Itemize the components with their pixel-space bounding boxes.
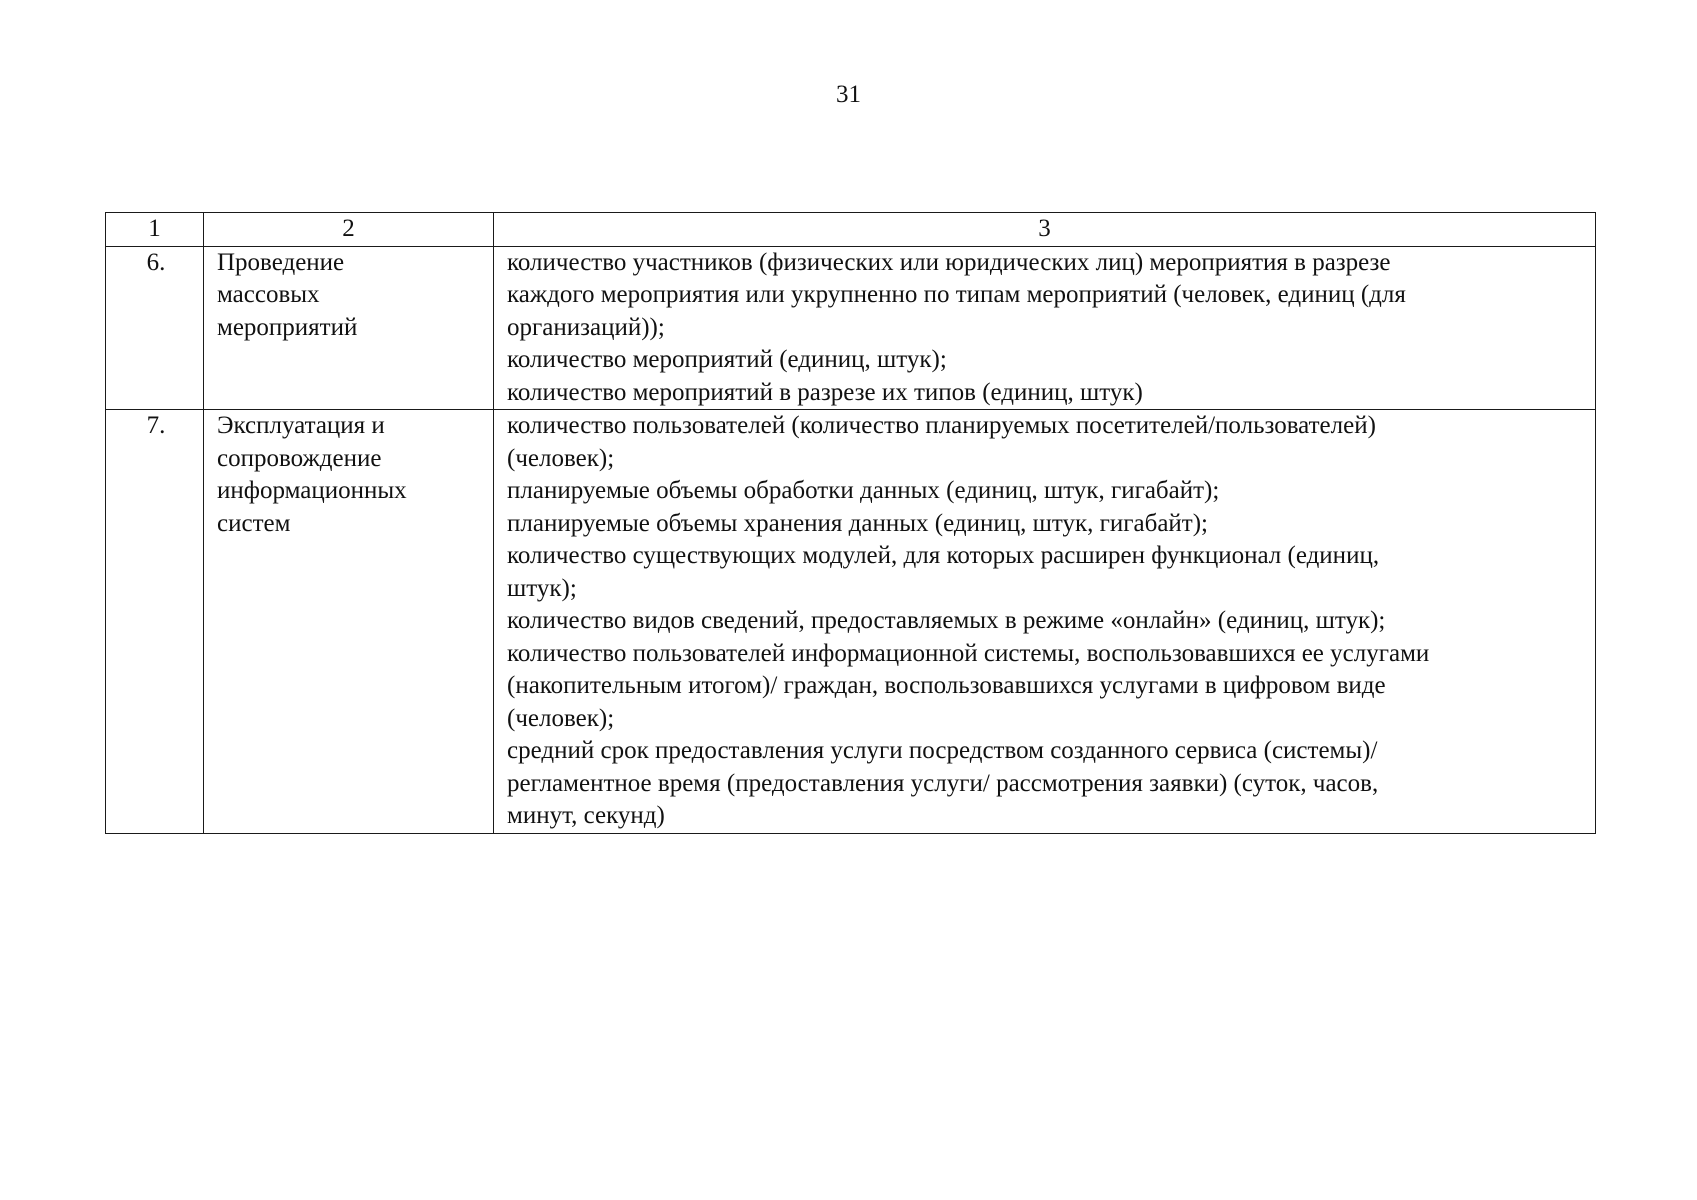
- indicator-line: количество мероприятий в разрезе их типов (единиц, штук): [507, 378, 1143, 406]
- indicator-line: количество существующих модулей, для которых расширен функционал (единиц,: [507, 542, 1380, 569]
- indicator-line: средний срок предоставления услуги посредством созданного сервиса (системы)/: [507, 737, 1378, 764]
- indicator-line: планируемые объемы обработки данных (единиц, штук, гигабайт);: [507, 477, 1220, 504]
- indicator-line: (человек);: [507, 704, 615, 732]
- activity-name-line: Эксплуатация и: [217, 412, 385, 439]
- indicator-line: (человек);: [507, 444, 615, 472]
- activity-name-line: сопровождение: [217, 444, 382, 472]
- indicator-line: минут, секунд): [507, 802, 665, 829]
- indicators-cell: [494, 410, 1596, 834]
- column-header-2: 2: [204, 213, 494, 247]
- indicator-line: планируемые объемы хранения данных (единиц, штук, гигабайт);: [507, 509, 1208, 537]
- activity-name-cell: [204, 410, 494, 834]
- activity-name-line: массовых: [217, 281, 320, 308]
- indicator-line: регламентное время (предоставления услуги/ рассмотрения заявки) (суток, часов,: [507, 769, 1379, 797]
- row-number: 6.: [106, 246, 204, 410]
- table-row: [106, 246, 1596, 410]
- activity-name-cell: [204, 246, 494, 410]
- indicator-line: количество мероприятий (единиц, штук);: [507, 346, 947, 373]
- indicator-line: штук);: [507, 574, 577, 602]
- column-header-1: 1: [106, 213, 204, 247]
- table-header-row: [106, 213, 1596, 247]
- activity-name-line: информационных: [217, 477, 407, 504]
- indicator-line: количество пользователей информационной системы, воспользовавшихся ее услугами: [507, 639, 1430, 667]
- row-number: 7.: [106, 410, 204, 834]
- indicator-line: организаций));: [507, 313, 665, 341]
- indicators-cell: [494, 246, 1596, 410]
- indicator-line: количество участников (физических или юридических лиц) мероприятия в разрезе: [507, 248, 1391, 276]
- indicator-line: количество пользователей (количество планируемых посетителей/пользователей): [507, 412, 1376, 439]
- indicator-line: каждого мероприятия или укрупненно по типам мероприятий (человек, единиц (для: [507, 281, 1406, 308]
- activity-name-line: систем: [217, 509, 291, 537]
- indicator-line: (накопительным итогом)/ граждан, воспользовавшихся услугами в цифровом виде: [507, 672, 1386, 699]
- indicators-table: [105, 212, 1596, 834]
- column-header-3: 3: [494, 213, 1596, 247]
- table-row: [106, 410, 1596, 834]
- page-number: 31: [836, 81, 861, 108]
- indicator-line: количество видов сведений, предоставляемых в режиме «онлайн» (единиц, штук);: [507, 607, 1386, 634]
- activity-name-line: мероприятий: [217, 313, 358, 341]
- activity-name-line: Проведение: [217, 248, 345, 276]
